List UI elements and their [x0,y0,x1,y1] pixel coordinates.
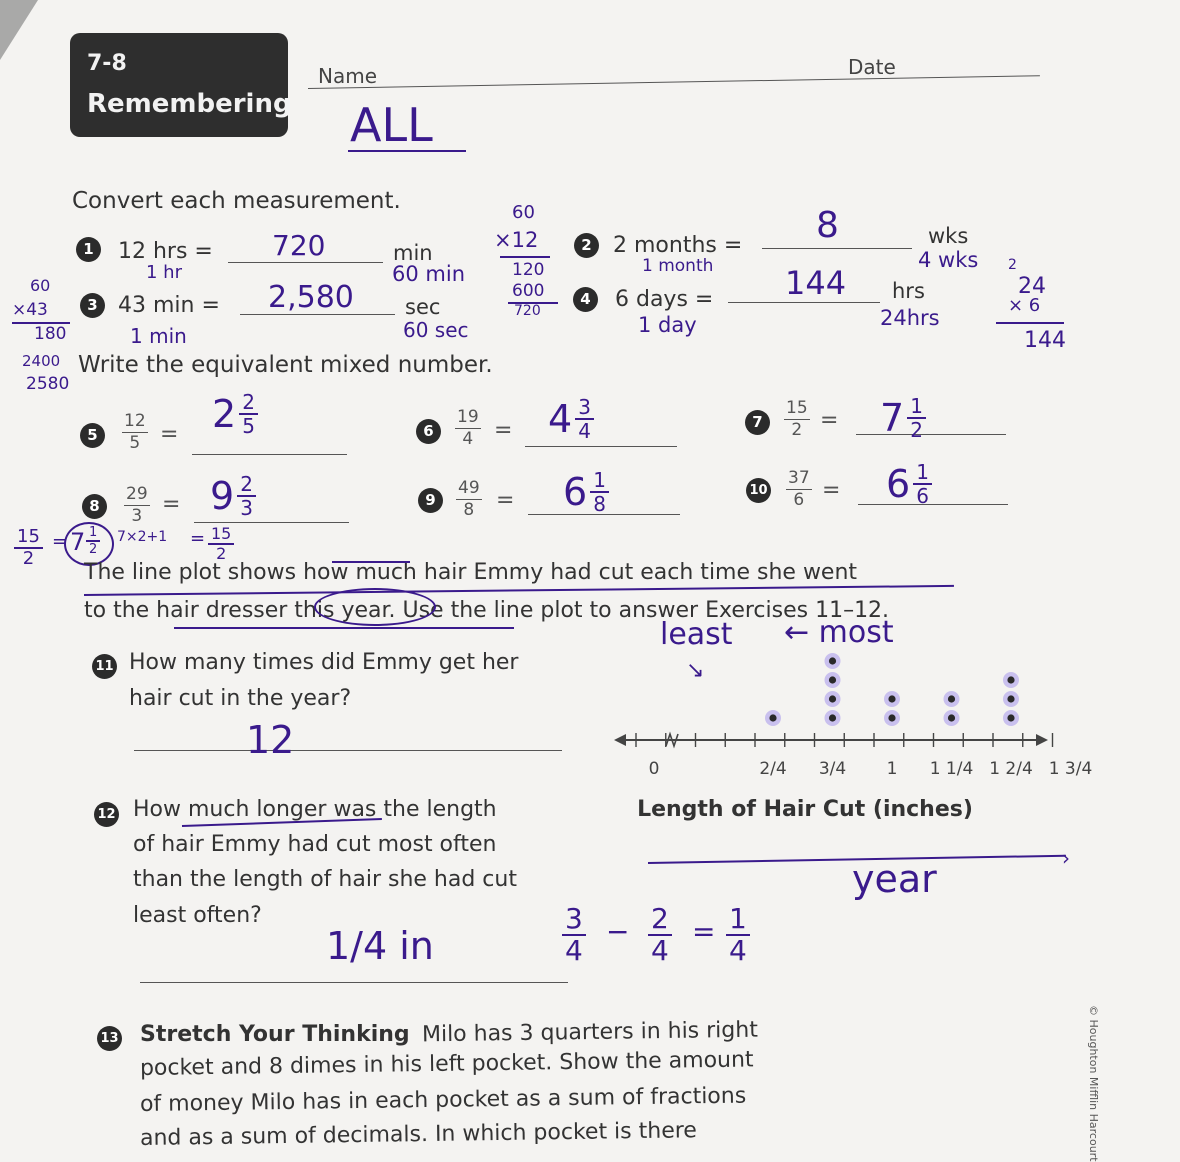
question-number-13: 13 [97,1026,122,1051]
plot-dot [829,676,836,683]
plot-dot [888,695,895,702]
item-3-prompt: 43 min = [118,293,220,318]
item-10-fraction [786,470,812,509]
item-6-answer-whole: 4 [548,397,573,441]
item-10-denominator: 6 [793,490,805,510]
item-4-work-a: 1 day [638,313,697,337]
item-6-answer[interactable] [548,397,594,441]
q12-work-a-num: 3 [562,905,586,936]
item-9-answer[interactable] [563,470,609,514]
item-10-answer-denominator: 6 [916,484,929,508]
item-9-equals: = [496,488,515,513]
item-number-2: 2 [574,233,599,258]
plot-dot [948,714,955,721]
item-number-1: 1 [76,237,101,262]
name-label: Name [318,64,378,88]
item-4-prompt: 6 days = [615,287,714,312]
item-number-8: 8 [82,494,107,519]
item-8-answer-denominator: 3 [240,496,253,520]
plot-dot [829,657,836,664]
item-5-equals: = [160,422,179,447]
q11-answer-line [134,750,562,751]
item-9-fraction [456,480,482,519]
q12-line-1: How much longer was the length [133,797,497,822]
item-10-answer-whole: 6 [886,462,911,506]
tick-label: 3/4 [818,759,847,779]
scratch-left-d: 2400 [22,352,61,370]
item-9-numerator: 49 [458,478,480,498]
item-4-answer[interactable]: 144 [785,264,847,302]
annotation-least: least [660,617,733,652]
q12-line-4: least often? [133,903,262,928]
plot-dot [1007,695,1014,702]
item-6-fraction [455,409,481,448]
item-6-numerator: 19 [457,407,479,427]
scratch-mid-c: 120 [512,260,545,280]
stretch-line-3: of money Milo has in each pocket as a sum of fractions [139,1083,747,1117]
q12-work-frac-b [648,902,672,967]
item-9-answer-denominator: 8 [593,492,606,516]
item-1-unit: min [393,241,433,265]
plot-intro-line-1: The line plot shows how much hair Emmy had cut each time she went [84,560,858,585]
scratch-frac-1 [14,528,43,568]
scratch-mid-d: 600 [512,281,545,301]
q12-work-b-num: 2 [648,905,672,936]
item-10-answer[interactable] [886,462,932,506]
convert-instruction: Convert each measurement. [72,188,401,214]
plot-dot [829,714,836,721]
item-6-answer-line [525,446,677,447]
item-5-answer-whole: 2 [212,392,237,436]
annotation-most: ← most [784,615,894,650]
q12-answer[interactable]: 1/4 in [326,924,434,968]
item-9-denominator: 8 [463,500,475,520]
circle-this-year [314,588,436,626]
q12-line-3: than the length of hair she had cut [133,867,517,892]
scratch-right-d: 144 [1024,328,1066,353]
item-5-answer-fraction [239,392,258,436]
q12-work-c-num: 1 [726,905,750,936]
item-8-numerator: 29 [126,484,148,504]
item-2-unit: wks [928,224,969,248]
plot-dot [888,714,895,721]
item-8-answer[interactable] [210,474,256,518]
plot-axis [614,734,1048,746]
item-6-equals: = [494,418,513,443]
axis-arrow-right [1036,734,1048,746]
plot-dot [948,695,955,702]
name-underline [348,150,466,152]
q12-work-frac-c [726,902,750,967]
item-6-answer-fraction [575,397,594,441]
name-line [308,75,1040,89]
axis-arrow-left [614,734,626,746]
tick-label: 1 3/4 [1048,759,1093,779]
item-8-answer-numerator: 2 [237,474,256,497]
annotation-arrowhead: › [1062,846,1070,870]
item-number-7: 7 [745,410,770,435]
item-8-denominator: 3 [131,506,143,526]
stretch-line-4: and as a sum of decimals. In which pocket is there [139,1118,698,1151]
question-number-12: 12 [94,802,119,827]
item-8-answer-fraction [237,474,256,518]
scratch-mixed-den: 2 [89,542,98,557]
item-number-3: 3 [80,293,105,318]
item-7-answer-whole: 7 [880,396,905,440]
stretch-heading: Stretch Your Thinking [140,1022,410,1047]
mixed-instruction: Write the equivalent mixed number. [78,352,493,378]
item-10-answer-line [858,504,1008,505]
item-10-numerator: 37 [788,468,810,488]
page-corner [0,0,38,60]
item-7-answer-fraction [907,396,926,440]
item-5-numerator: 12 [124,411,146,431]
item-2-answer-line [762,248,912,249]
item-1-work-b: 60 min [392,262,465,286]
tick-label: 1 [886,759,898,779]
scratch-mid-e: 720 [514,303,541,319]
item-number-9: 9 [418,488,443,513]
item-5-answer-denominator: 5 [242,414,255,438]
item-2-work-a: 1 month [642,256,714,276]
item-8-equals: = [162,492,181,517]
scratch-frac-2-den: 2 [216,544,227,563]
item-7-answer-denominator: 2 [910,418,923,442]
scratch-left-c: 180 [34,324,67,344]
q12-work-a-den: 4 [565,934,583,967]
item-9-answer-whole: 6 [563,470,588,514]
scratch-right-c: × 6 [1008,295,1041,316]
item-7-answer[interactable] [880,396,926,440]
annotation-year: year [852,857,937,901]
scratch-left-b: ×43 [12,300,48,320]
item-5-answer-line [192,454,347,455]
scratch-frac-2-num: 15 [208,526,234,545]
lesson-number: 7-8 [87,51,127,76]
item-3-unit: sec [405,295,441,319]
scratch-frac-1-num: 15 [14,528,43,549]
lesson-title: Remembering [87,89,292,119]
q12-line-2: of hair Emmy had cut most often [133,832,497,857]
item-5-answer-numerator: 2 [239,392,258,415]
item-7-fraction [784,400,810,439]
item-9-answer-numerator: 1 [590,470,609,493]
scratch-calc: 7×2+1 [117,529,168,545]
underline-hair-dresser [174,627,514,629]
plot-intro-line-2: to the hair dresser this year. Use the line plot to answer Exercises 11–12. [84,598,890,623]
item-3-work-b: 60 sec [403,318,469,342]
item-4-answer-line [728,302,880,303]
item-2-prompt: 2 months = [613,233,743,258]
q11-line-2: hair cut in the year? [129,686,352,711]
item-5-answer[interactable] [212,392,258,436]
item-7-denominator: 2 [791,420,803,440]
axis-break [666,734,678,746]
scratch-right-bar [996,322,1064,324]
item-1-answer[interactable]: 720 [272,229,326,262]
stretch-line-2: pocket and 8 dimes in his left pocket. Show the amount [139,1047,754,1081]
scratch-right-a: 2 [1008,257,1017,273]
plot-dot [769,714,776,721]
scratch-eq-2: = [190,528,206,549]
item-8-answer-line [194,522,349,523]
item-7-numerator: 15 [786,398,808,418]
tick-label: 2/4 [759,759,787,779]
underline-how-much [332,561,410,563]
strike-through-ink [84,585,954,596]
q12-work-minus: − [606,915,630,948]
plot-dot [829,695,836,702]
item-7-answer-numerator: 1 [907,396,926,419]
q12-work-frac-a [562,902,586,967]
item-2-work-b: 4 wks [918,248,979,272]
annotation-least-arrow: ↘ [686,658,705,683]
copyright-notice: © Houghton Mifflin Harcourt [1087,1005,1100,1162]
scratch-eq-1: = [52,531,68,552]
tick-label: 0 [648,759,660,779]
scratch-mid-a: 60 [512,202,535,223]
item-3-work-a: 1 min [130,324,187,348]
q12-answer-line [140,982,568,983]
item-number-6: 6 [416,419,441,444]
item-10-answer-fraction [913,462,932,506]
item-8-answer-whole: 9 [210,474,235,518]
item-10-answer-numerator: 1 [913,462,932,485]
scratch-left-e: 2580 [26,374,70,394]
item-1-work-a: 1 hr [146,262,182,283]
q11-answer[interactable]: 12 [246,718,295,762]
item-2-answer[interactable]: 8 [816,205,839,246]
item-number-5: 5 [80,423,105,448]
item-6-answer-denominator: 4 [578,419,591,443]
item-9-answer-fraction [590,470,609,514]
scratch-mixed-num: 1 [86,526,100,542]
item-number-4: 4 [573,287,598,312]
item-5-denominator: 5 [129,433,141,453]
item-10-equals: = [822,478,841,503]
item-5-fraction [122,413,148,452]
scratch-whole: 7 [70,528,86,556]
lesson-header-box [70,33,292,137]
plot-dot [1007,714,1014,721]
item-8-fraction [124,486,150,525]
item-4-work-b: 24hrs [880,306,940,330]
q12-work-c-den: 4 [729,934,747,967]
tick-label: 1 1/4 [929,759,974,779]
scratch-left-a: 60 [30,276,51,295]
item-number-10: 10 [746,478,771,503]
scratch-mid-bar [500,256,550,258]
date-label: Date [848,55,896,79]
plot-x-axis-label: Length of Hair Cut (inches) [637,797,973,822]
q12-work-eq: = [692,915,716,948]
scratch-right-b: 24 [1018,274,1046,299]
scratch-mixed-frac [86,526,100,556]
item-7-answer-line [856,434,1006,435]
item-3-answer[interactable]: 2,580 [268,280,354,315]
scratch-frac-1-den: 2 [22,548,35,569]
tick-label: 1 2/4 [989,759,1033,779]
item-1-answer-line [228,262,383,263]
item-6-denominator: 4 [462,429,474,449]
q11-line-1: How many times did Emmy get her [129,650,519,675]
plot-dot [1007,676,1014,683]
plot-dots [765,653,1019,726]
scratch-frac-2 [208,526,234,562]
item-4-unit: hrs [892,279,925,303]
question-number-11: 11 [92,654,117,679]
q12-work-b-den: 4 [651,934,669,967]
item-7-equals: = [820,408,839,433]
item-6-answer-numerator: 3 [575,397,594,420]
stretch-line-1: Milo has 3 quarters in his right [421,1017,759,1048]
item-1-prompt: 12 hrs = [118,239,213,264]
student-name[interactable]: ALL [350,98,433,152]
scratch-mid-b: ×12 [494,228,539,252]
